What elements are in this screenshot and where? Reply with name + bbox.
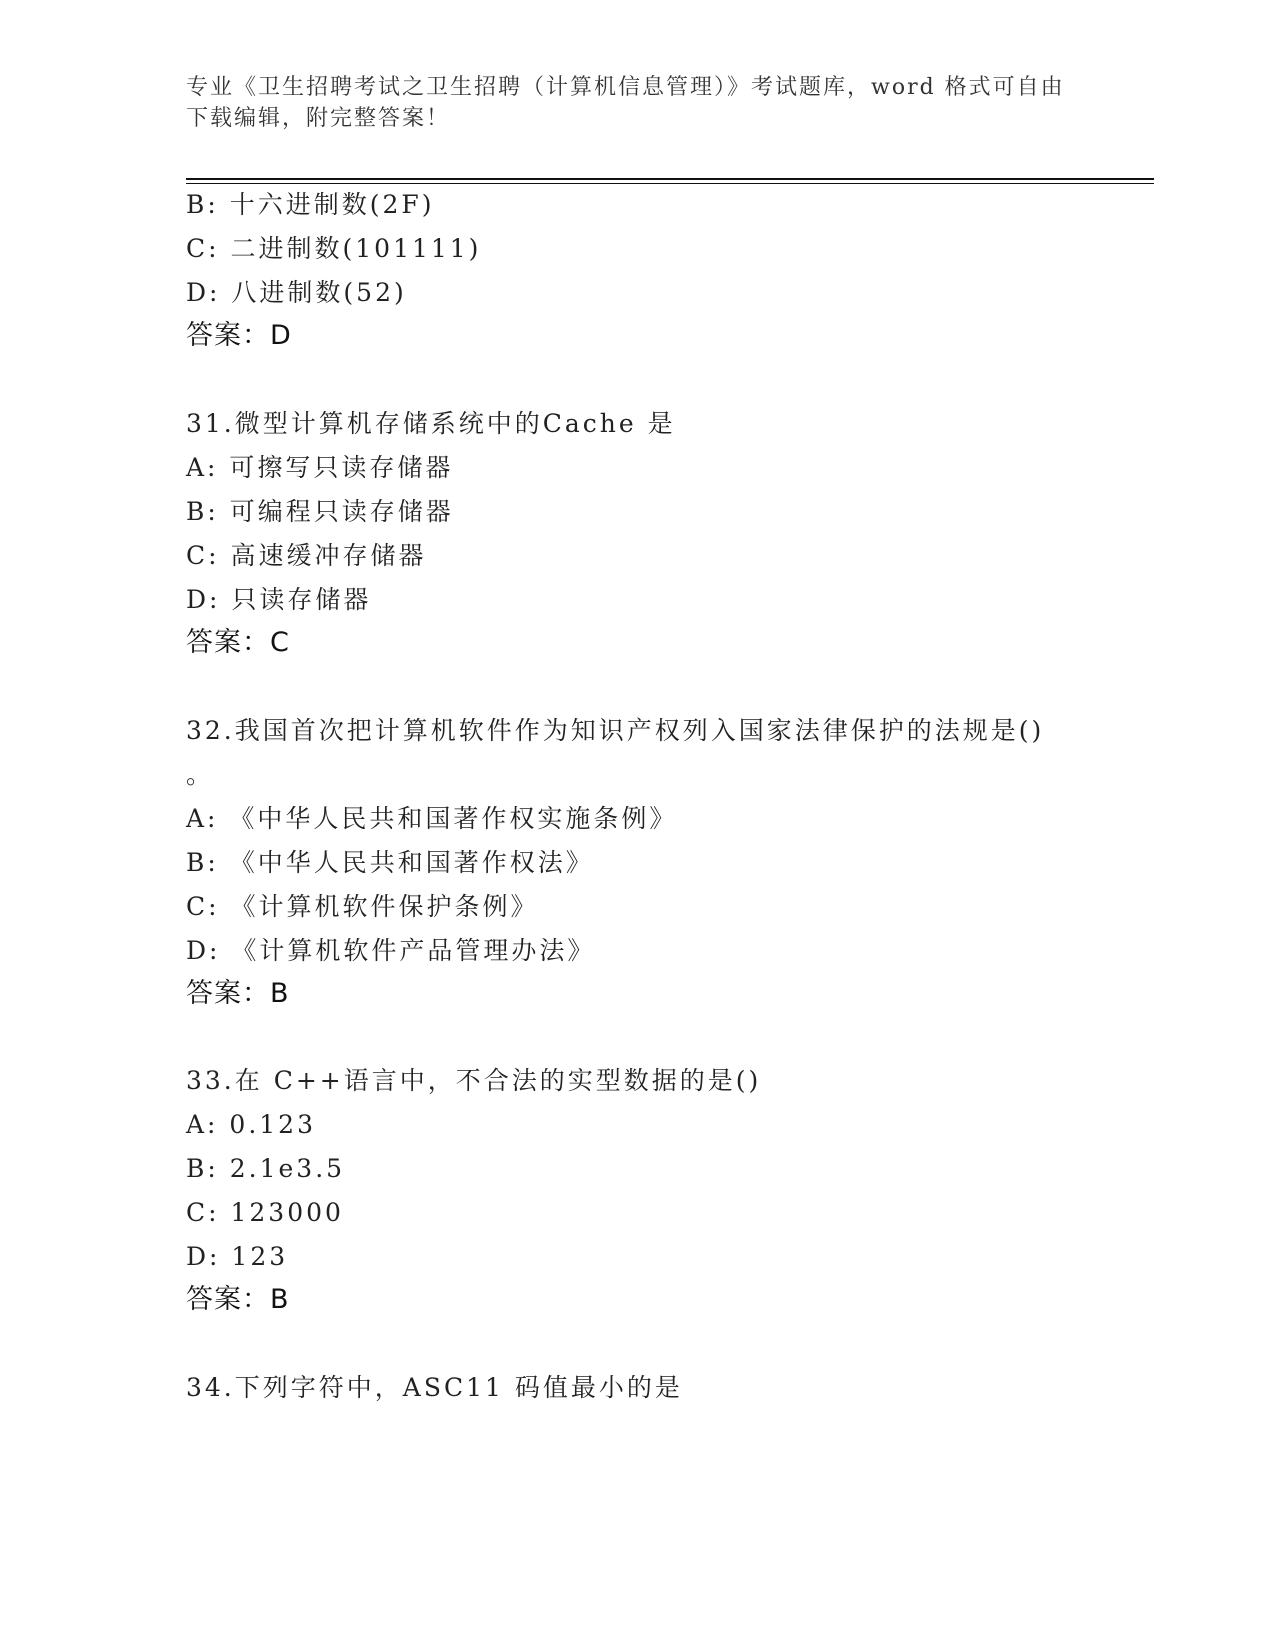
q33-question: 33.在 C++语言中，不合法的实型数据的是() (186, 1066, 762, 1095)
document-header: 专业《卫生招聘考试之卫生招聘（计算机信息管理）》考试题库，word 格式可自由下载编辑，附完整答案！ (186, 75, 1065, 131)
q32-option-b: B: 《中华人民共和国著作权法》 (186, 848, 594, 877)
q31-answer: 答案：C (186, 627, 290, 658)
q32-answer: 答案：B (186, 978, 290, 1009)
q31-question: 31.微型计算机存储系统中的Cache 是 (186, 409, 676, 438)
q31-option-a: A: 可擦写只读存储器 (186, 453, 454, 482)
q30-answer: 答案：D (186, 320, 292, 351)
q33-option-c: C: 123000 (186, 1198, 344, 1227)
q32-option-c: C: 《计算机软件保护条例》 (186, 892, 539, 921)
q31-option-c: C: 高速缓冲存储器 (186, 541, 427, 570)
q34-question: 34.下列字符中，ASC11 码值最小的是 (186, 1373, 683, 1402)
q31-option-b: B: 可编程只读存储器 (186, 497, 454, 526)
q33-option-d: D: 123 (186, 1242, 289, 1271)
q32-question-tail: 。 (186, 760, 215, 789)
q30-option-d: D: 八进制数(52) (186, 278, 407, 307)
q33-option-a: A: 0.123 (186, 1110, 316, 1139)
q32-option-a: A: 《中华人民共和国著作权实施条例》 (186, 804, 678, 833)
q33-answer: 答案：B (186, 1284, 290, 1315)
header-divider-thin (186, 183, 1154, 184)
q32-option-d: D: 《计算机软件产品管理办法》 (186, 936, 596, 965)
q30-option-c: C: 二进制数(101111) (186, 234, 482, 263)
q33-option-b: B: 2.1e3.5 (186, 1154, 346, 1183)
q30-option-b: B: 十六进制数(2F) (186, 190, 435, 219)
q31-option-d: D: 只读存储器 (186, 585, 372, 614)
q32-question: 32.我国首次把计算机软件作为知识产权列入国家法律保护的法规是() (186, 716, 1045, 745)
header-divider-thick (186, 178, 1154, 180)
